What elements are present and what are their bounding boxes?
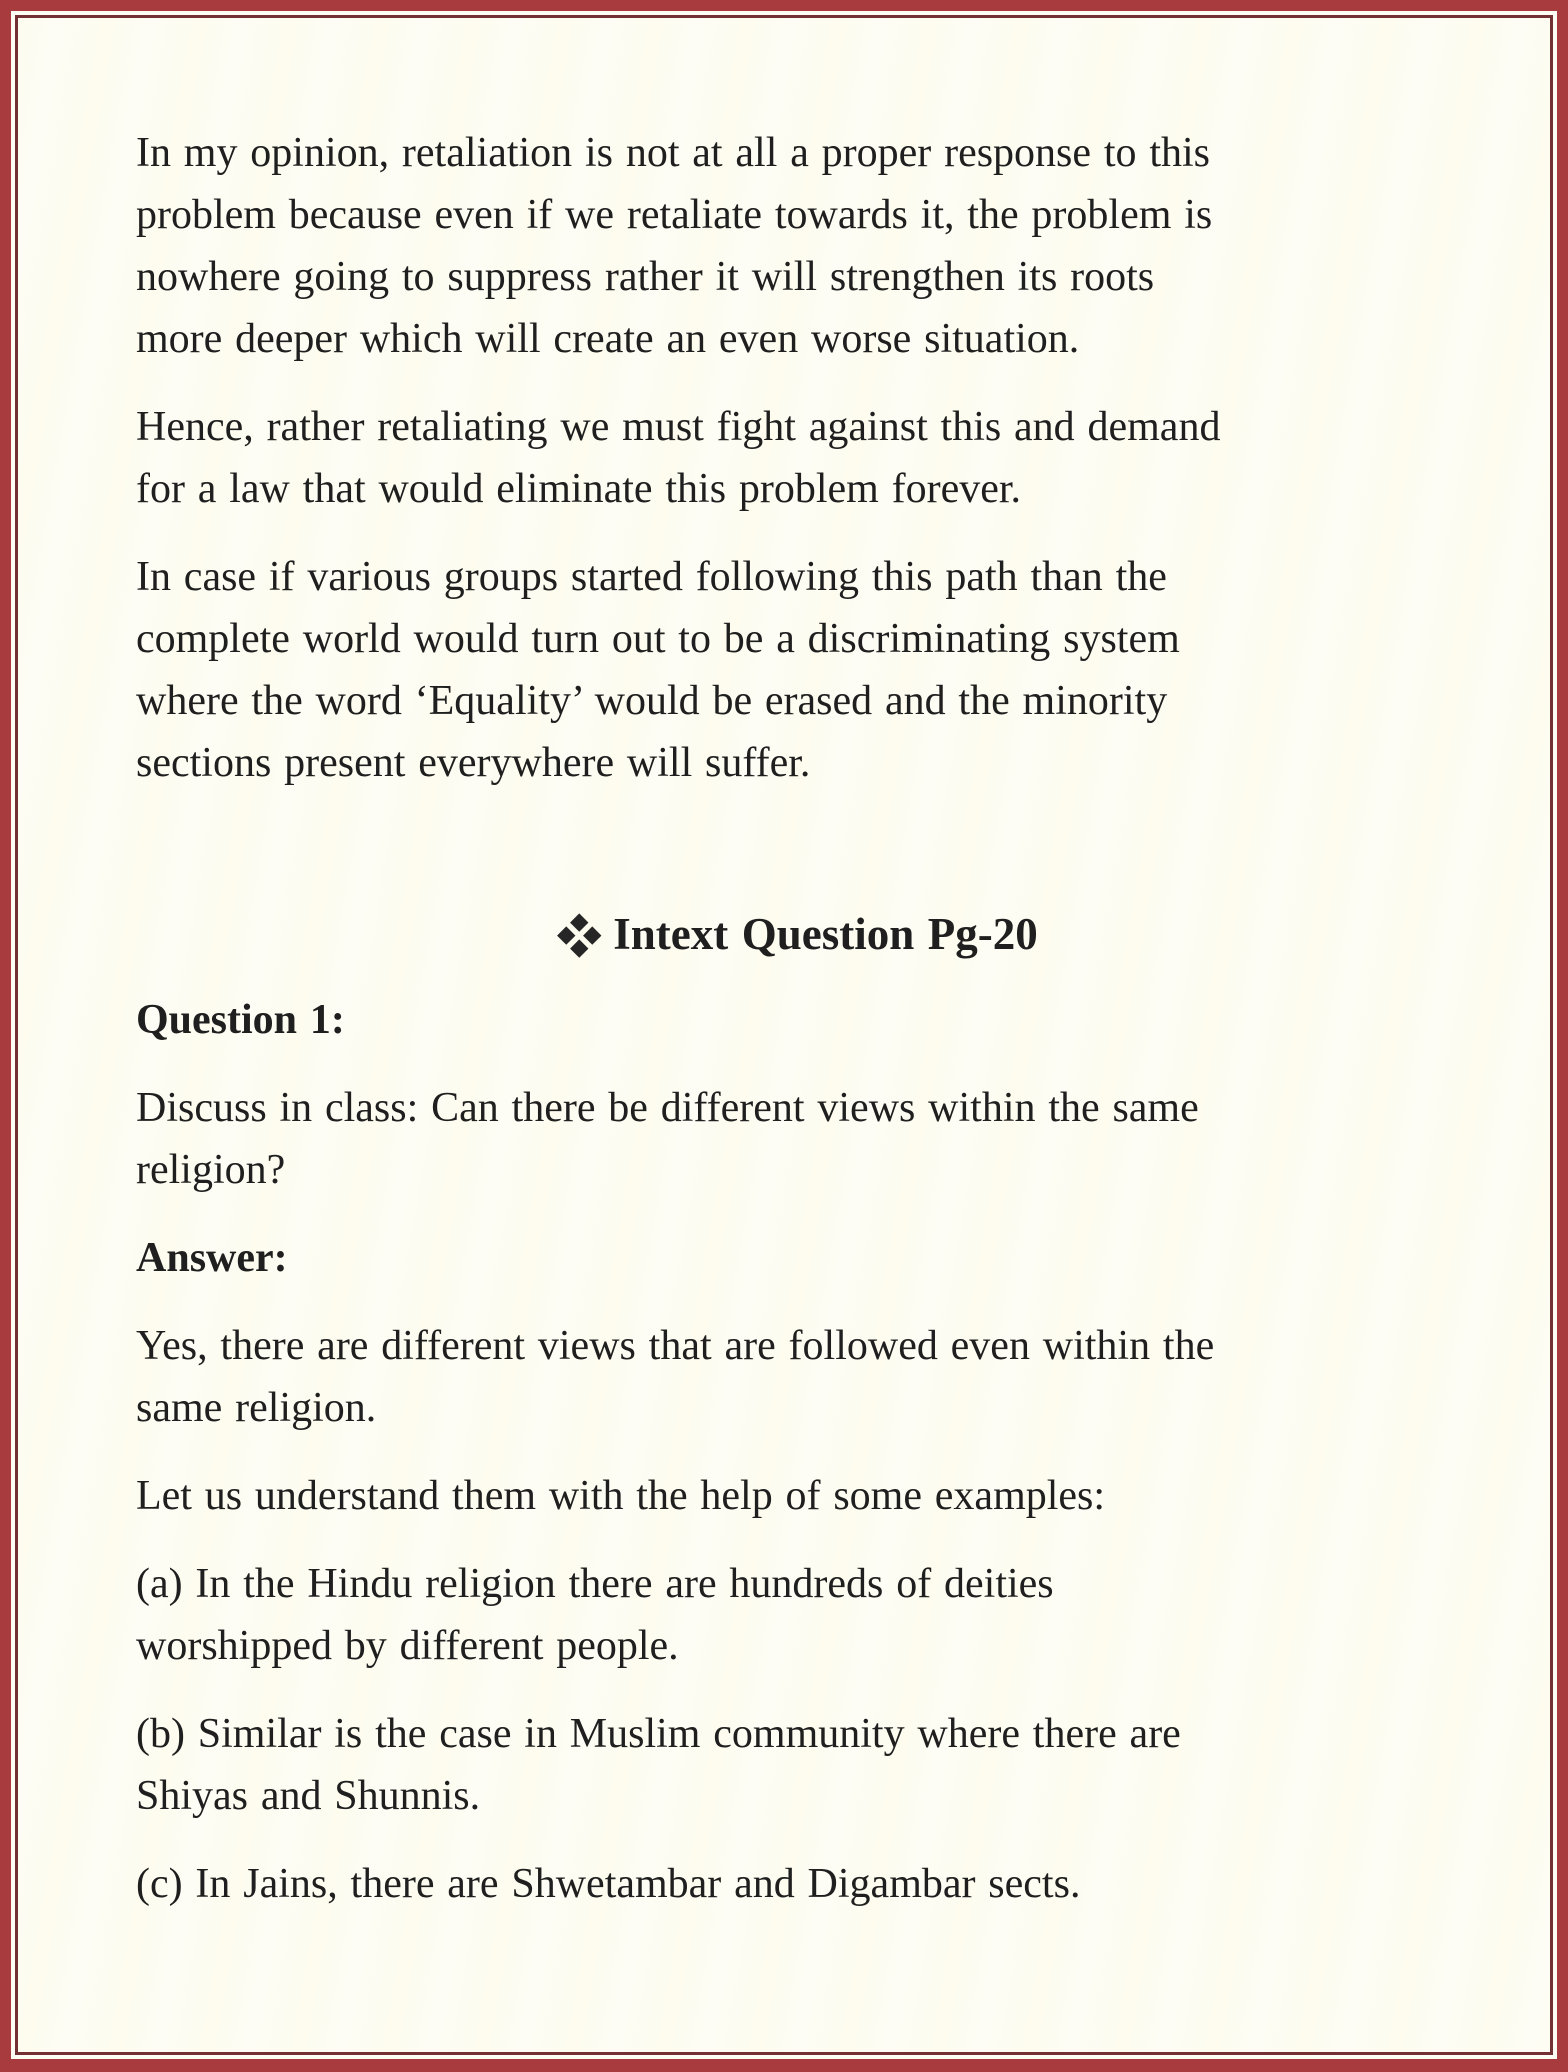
question-label: Question 1: [136,997,345,1043]
example-item-a: (a) In the Hindu religion there are hundreds of deities worshipped by different people. [136,1561,1054,1669]
answer-text: Yes, there are different views that are followed even within the same religion. [136,1323,1215,1431]
four-diamonds-icon [560,916,598,954]
section-heading-label: Intext Question Pg-20 [613,909,1038,959]
section-heading [136,899,1462,969]
examples-intro: Let us understand them with the help of some examples: [136,1473,1106,1519]
example-item-c: (c) In Jains, there are Shwetambar and Digambar sects. [136,1861,1081,1907]
intro-paragraph-2: Hence, rather retaliating we must fight against this and demand for a law that would eliminate this problem forever. [136,404,1221,512]
question-text: Discuss in class: Can there be different views within the same religion? [136,1085,1199,1193]
example-item-b: (b) Similar is the case in Muslim community where there are Shiyas and Shunnis. [136,1711,1181,1819]
intro-paragraph-1: In my opinion, retaliation is not at all a proper response to this problem because even if we retaliate towards it, the problem is nowhere going to suppress rather it will strengthen its roots more deeper which will create an even worse situation. [136,130,1213,362]
answer-label: Answer: [136,1235,288,1281]
intro-paragraph-3: In case if various groups started following this path than the complete world would turn out to be a discriminating system where the word ‘Equality’ would be erased and the minority sections present everywhere will suffer. [136,554,1180,786]
border-gap [11,11,1557,2059]
page-content-frame [15,15,1553,2055]
